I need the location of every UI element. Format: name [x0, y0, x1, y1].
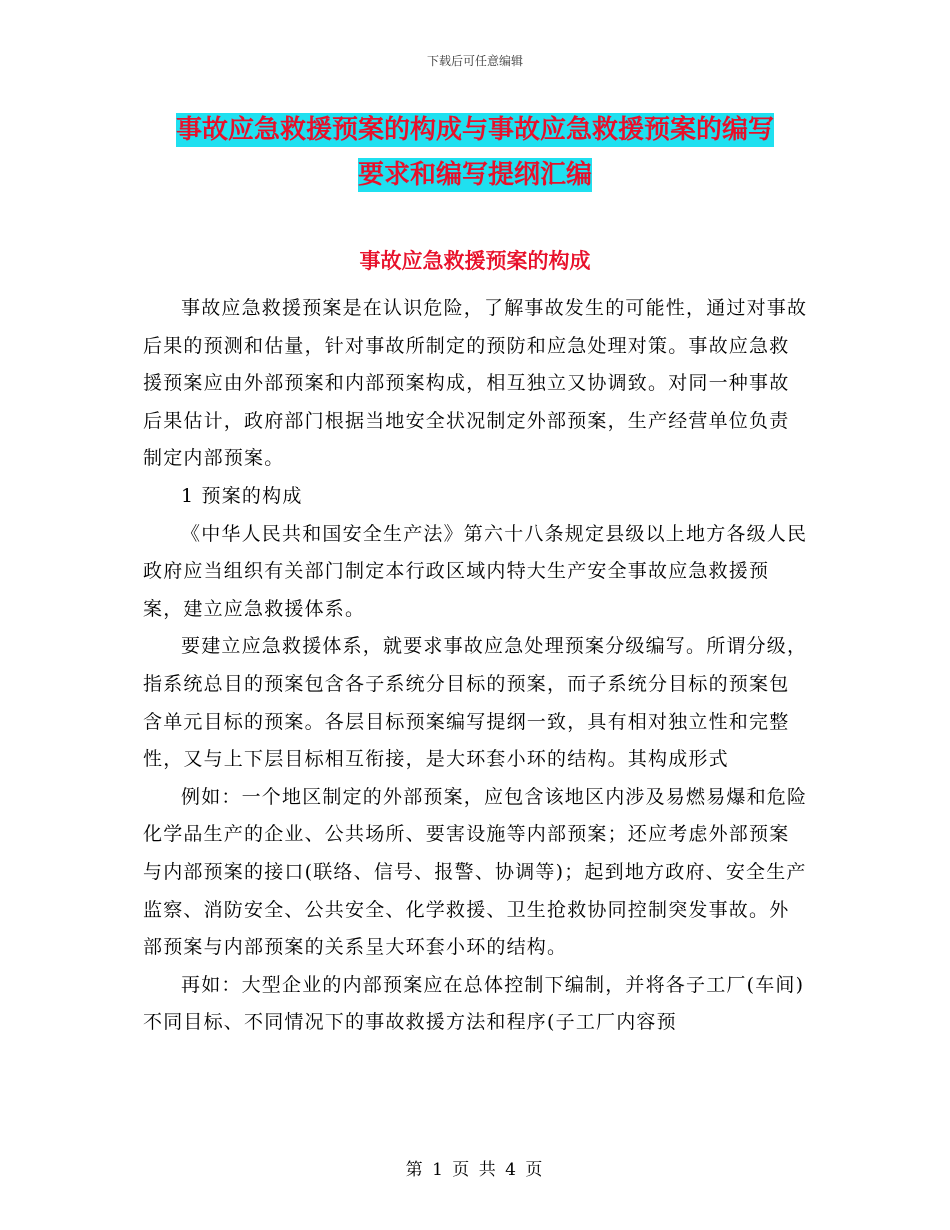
- title-highlight-1: 事故应急救援预案的构成与事故应急救援预案的编写: [175, 115, 774, 145]
- section-heading: 事故应急救援预案的构成: [359, 249, 591, 273]
- header-note: 下载后可任意编辑: [426, 54, 523, 68]
- paragraph: 要建立应急救援体系，就要求事故应急处理预案分级编写。所谓分级，指系统总目的预案包含各子系统分目标的预案，而子系统分目标的预案包含单元目标的预案。各层目标预案编写提纲一致，具有相对独立性和完整性，又与上下层目标相互衔接，是大环套小环的结构。其构成形式: [143, 635, 808, 771]
- title-highlight-2: 要求和编写提纲汇编: [357, 160, 592, 190]
- document-title-line-2: [0, 155, 950, 195]
- paragraph: 《中华人民共和国安全生产法》第六十八条规定县级以上地方各级人民政府应当组织有关部门制定本行政区域内特大生产安全事故应急救援预案，建立应急救援体系。: [143, 522, 808, 620]
- paragraph: 事故应急救援预案是在认识危险，了解事故发生的可能性，通过对事故后果的预测和估量，针对事故所制定的预防和应急处理对策。事故应急救援预案应由外部预案和内部预案构成，相互独立又协调致。对同一种事故后果估计，政府部门根据当地安全状况制定外部预案，生产经营单位负责制定内部预案。: [143, 297, 808, 470]
- document-title-line-1: [0, 110, 950, 150]
- paragraph: 再如：大型企业的内部预案应在总体控制下编制，并将各子工厂(车间)不同目标、不同情况下的事故救援方法和程序(子工厂内容预: [143, 973, 805, 1034]
- paragraph: 1 预案的构成: [181, 484, 303, 507]
- body-text: [143, 290, 808, 1042]
- page-number: 第 1 页 共 4 页: [405, 1160, 545, 1180]
- paragraph: 例如：一个地区制定的外部预案，应包含该地区内涉及易燃易爆和危险化学品生产的企业、公共场所、要害设施等内部预案；还应考虑外部预案与内部预案的接口(联络、信号、报警、协调等)；起到地方政府、安全生产监察、消防安全、公共安全、化学救援、卫生抢救协同控制突发事故。外部预案与内部预案的关系呈大环套小环的结构。: [143, 785, 808, 959]
